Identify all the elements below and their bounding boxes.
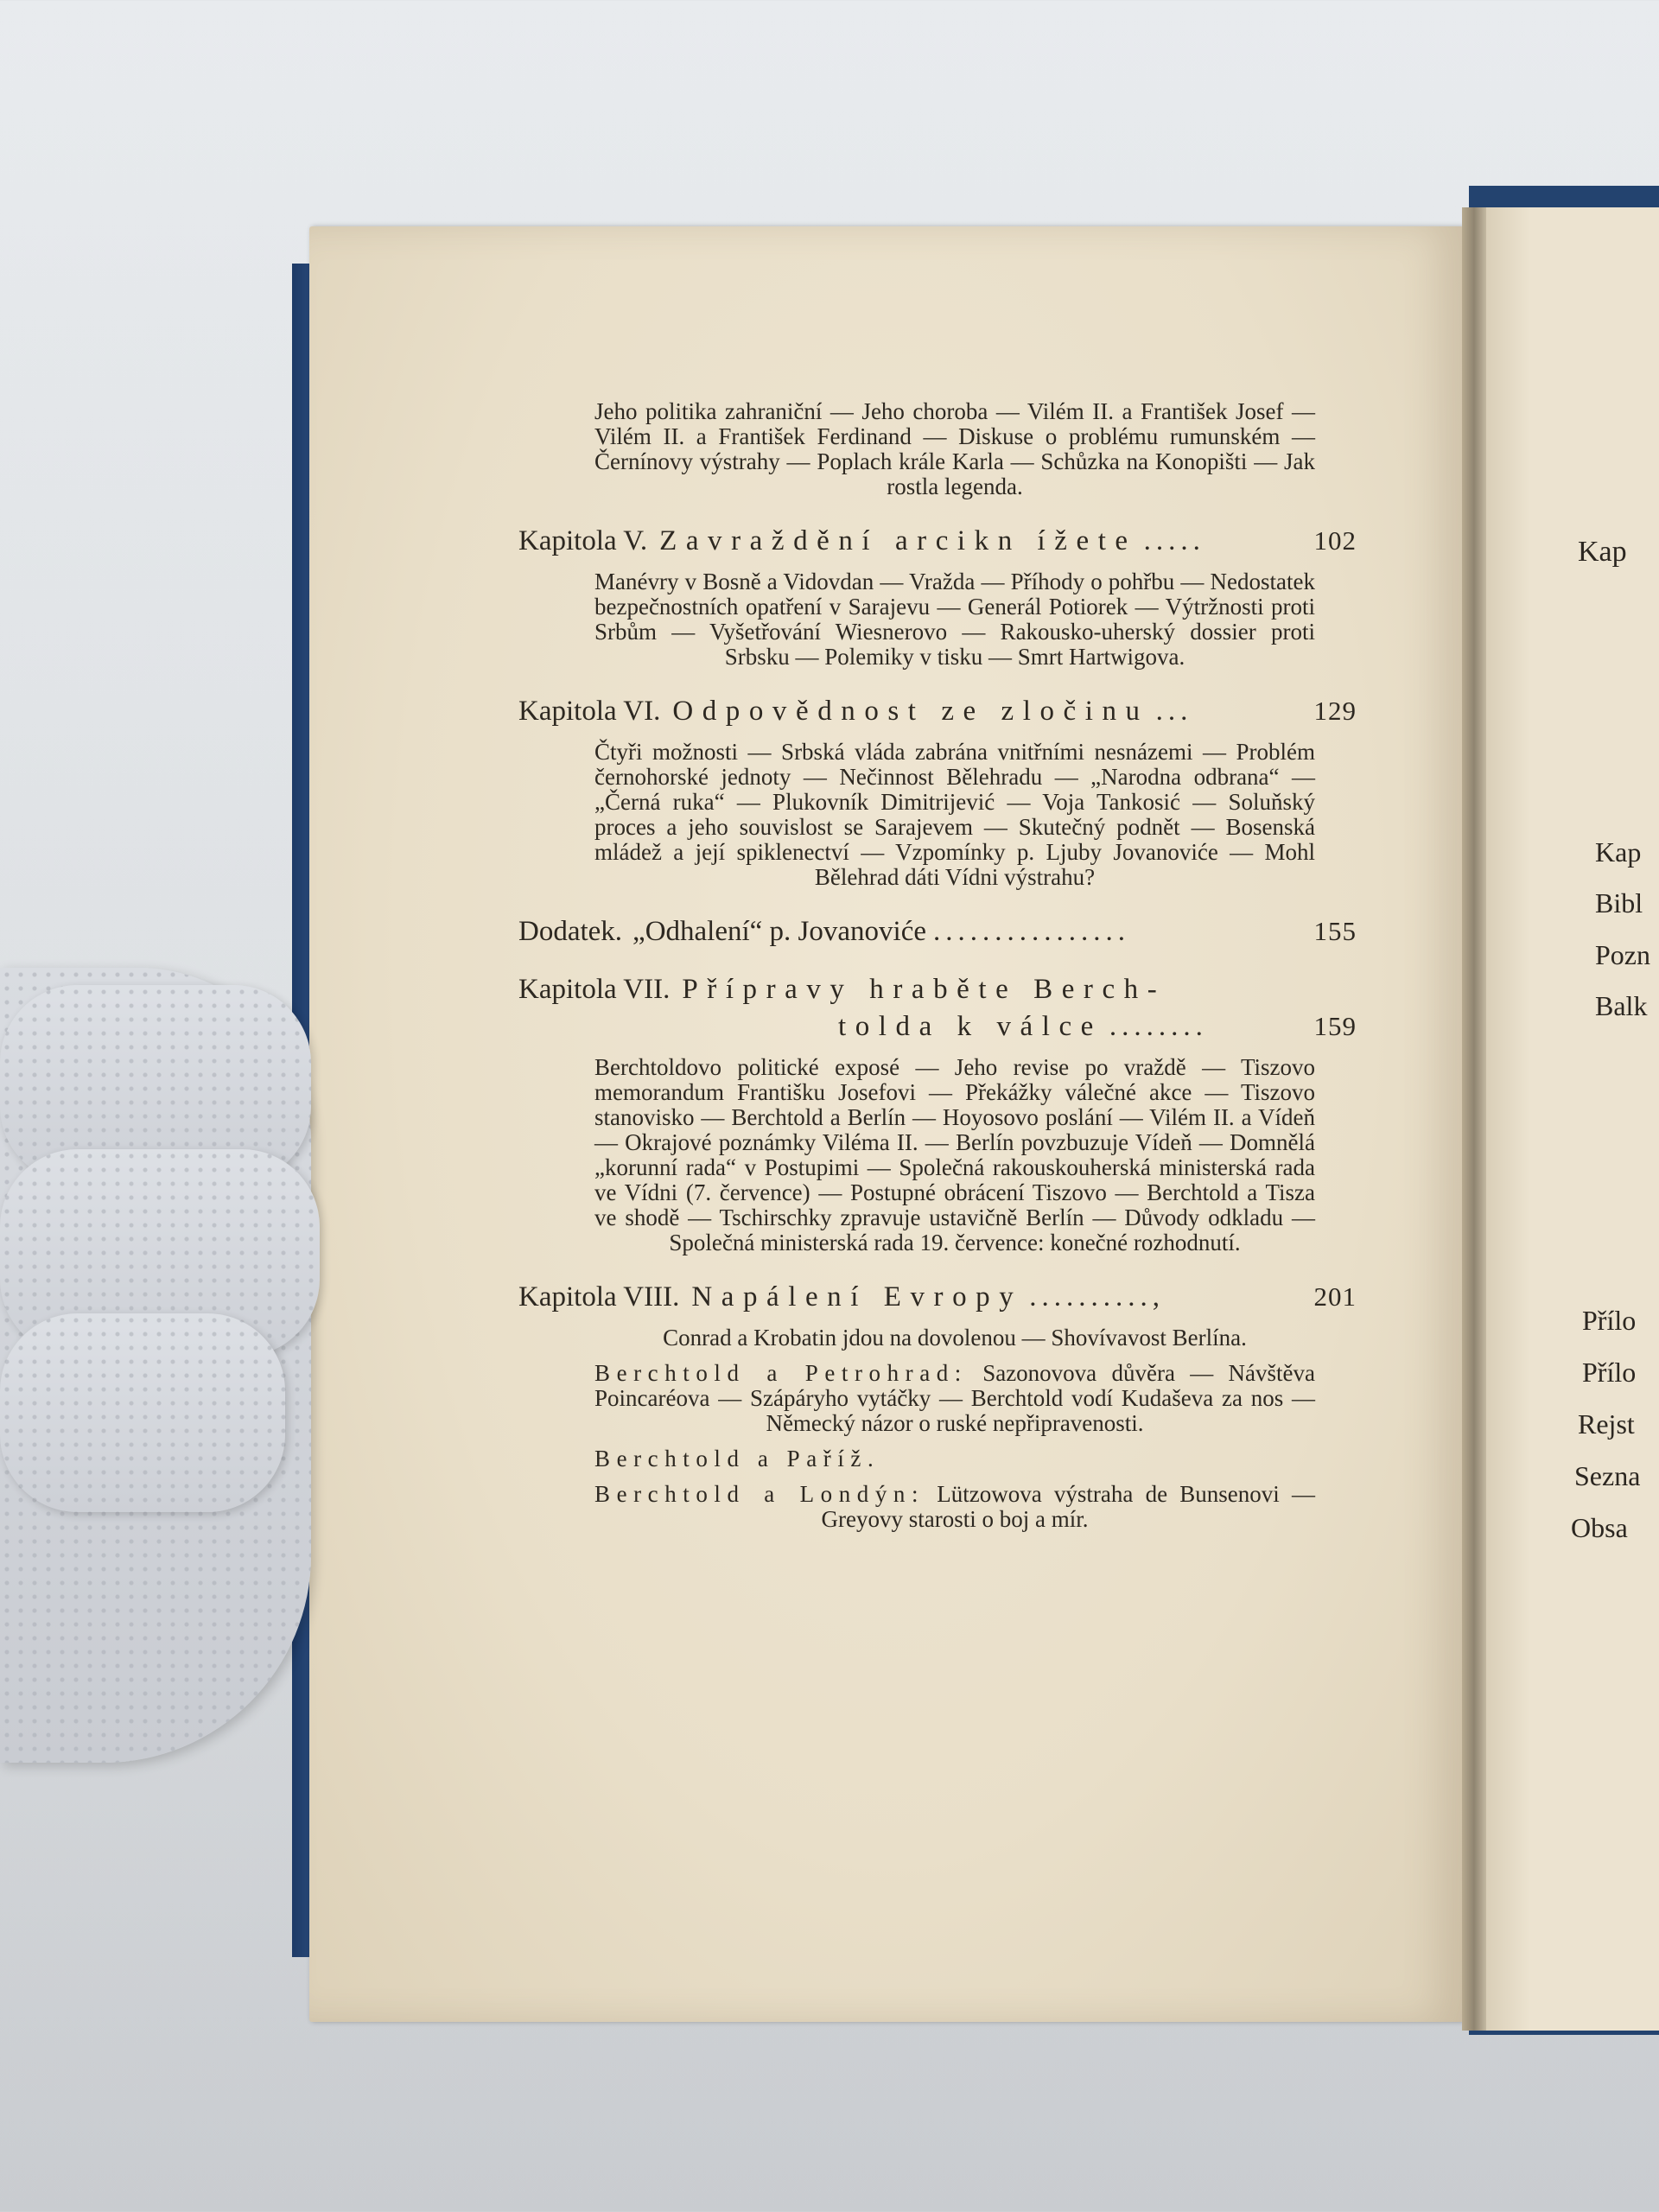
chapter-title-continued: tolda k válce (838, 1011, 1103, 1042)
page-number: 201 (1313, 1281, 1357, 1312)
leader-dots: ... (1155, 696, 1193, 727)
page-number: 102 (1313, 525, 1357, 556)
toc-entry-dodatek (518, 916, 1357, 948)
right-page-fragment: Přílo (1582, 1357, 1637, 1388)
subsection-heading: Berchtold a Londýn: (594, 1481, 925, 1507)
chapter-title: Zavraždění arcikn ížete (659, 525, 1137, 556)
right-page-fragment: Obsa (1571, 1512, 1628, 1543)
leader-dots: ..... (1143, 525, 1205, 556)
right-page (1483, 207, 1659, 2031)
subsection (594, 1446, 1315, 1471)
chapter-description: Manévry v Bosně a Vidovdan — Vražda — Příhody o pohřbu — Nedostatek bezpečnostních opatření v Sarajevu — Generál Potiorek — Výtržnosti proti Srbům — Vyšetřování Wiesnerovo — Rakousko-uherský dossier proti Srbsku — Polemiky v tisku — Smrt Hartwigova. (594, 569, 1315, 670)
subsection-text: Sazonovova důvěra — Návštěva Poincaréova — Szápáryho vytáčky — Berchtold vodí Kudaševa za nos — Německý názor o ruské nepřipravenosti. (594, 1360, 1316, 1436)
right-page-fragment: Rejst (1578, 1408, 1635, 1440)
chapter-label: Kapitola V. (518, 525, 648, 556)
right-page-fragment: Kap (1595, 836, 1642, 868)
chapter-label: Kapitola VIII. (518, 1281, 680, 1313)
right-page-fragment: Sezna (1574, 1460, 1641, 1491)
page-number: 155 (1313, 916, 1357, 946)
toc-entry-chapter-5 (518, 525, 1357, 557)
right-page-fragment: Balk (1595, 990, 1648, 1021)
toc-entry-chapter-6 (518, 696, 1357, 728)
chapter-label: Dodatek. (518, 916, 623, 947)
page-number: 159 (1313, 1011, 1357, 1041)
chapter-title: Přípravy hraběte Berch- (682, 974, 1166, 1005)
subsection-heading: Berchtold a Paříž. (594, 1446, 880, 1471)
chapter-title: Odpovědnost ze zločinu (672, 696, 1149, 727)
chapter-description: Čtyři možnosti — Srbská vláda zabrána vnitřními nesnázemi — Problém černohorské jednoty — Nečinnost Bělehradu — „Narodna odbrana“ — „Černá ruka“ — Plukovník Dimitrijević — Voja Tankosić — Soluňský proces a jeho souvislost se Sarajevem — Skutečný podnět — Bosenská mládež a její spiklenectví — Vzpomínky p. Ljuby Jovanoviće — Mohl Bělehrad dáti Vídni výstrahu? (594, 739, 1315, 890)
right-page-fragment: Přílo (1582, 1305, 1637, 1336)
subsection (594, 1361, 1315, 1436)
subsection (594, 1482, 1315, 1532)
page-number: 129 (1313, 696, 1357, 726)
intro-description: Jeho politika zahraniční — Jeho choroba — Vilém II. a František Josef — Vilém II. a František Ferdinand — Diskuse o problému rumunském — Černínovy výstrahy — Poplach krále Karla — Schůzka na Konopišti — Jak rostla legenda. (594, 398, 1315, 499)
chapter-label: Kapitola VII. (518, 974, 671, 1005)
chapter-label: Kapitola VI. (518, 696, 661, 727)
leader-dots: .........., (1029, 1281, 1166, 1313)
subsection-heading: Berchtold a Petrohrad: (594, 1360, 968, 1386)
chapter-title: „Odhalení“ p. Jovanoviće (632, 916, 927, 947)
table-of-contents (518, 399, 1357, 1532)
chapter-title: Napálení Evropy (691, 1281, 1023, 1313)
leader-dots: ................ (933, 916, 1131, 947)
book-gutter (1462, 207, 1486, 2031)
glove-finger (0, 1313, 285, 1512)
chapter-description: Conrad a Krobatin jdou na dovolenou — Shovívavost Berlína. (663, 1325, 1247, 1351)
right-page-fragment: Bibl (1595, 887, 1643, 918)
right-page-fragment: Pozn (1595, 939, 1650, 970)
leader-dots: ........ (1109, 1011, 1208, 1042)
toc-entry-chapter-8 (518, 1281, 1357, 1313)
subsection-text: Lützowova výstraha de Bunsenovi — Greyovy starosti o boj a mír. (821, 1481, 1315, 1532)
toc-entry-chapter-7 (518, 974, 1357, 1043)
right-page-fragment: Kap (1578, 536, 1627, 568)
chapter-description: Berchtoldovo politické exposé — Jeho revise po vraždě — Tiszovo memorandum Františku Josefovi — Překážky válečné akce — Tiszovo stanovisko — Berchtold a Berlín — Hoyosovo poslání — Vilém II. a Vídeň — Okrajové poznámky Viléma II. — Berlín povzbuzuje Vídeň — Domnělá „korunní rada“ v Postupimi — Společná rakouskouherská ministerská rada ve Vídni (7. července) — Postupné obrácení Tiszovo — Berchtold a Tisza ve shodě — Tschirschky zpravuje ustavičně Berlín — Důvody odkladu — Společná ministerská rada 19. července: konečné rozhodnutí. (594, 1054, 1315, 1255)
